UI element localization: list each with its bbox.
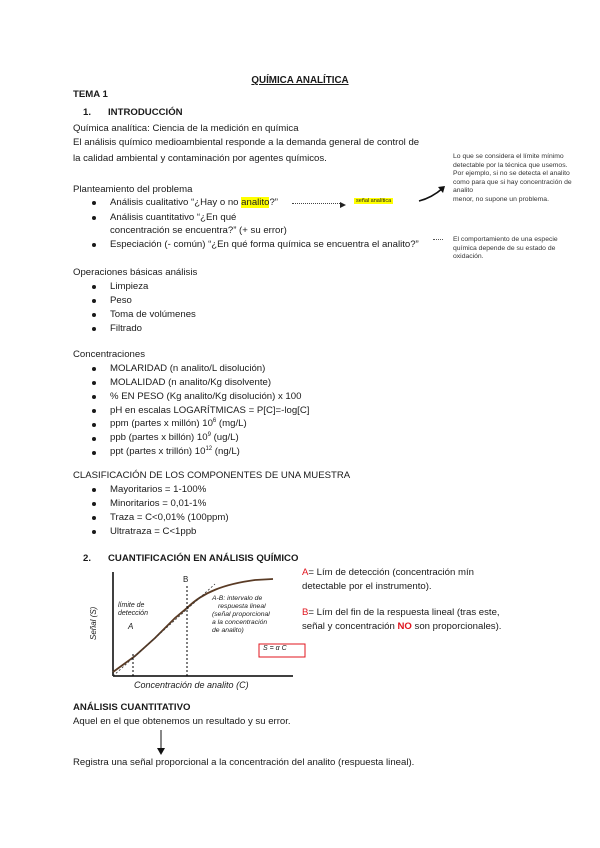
bullet-icon [92, 243, 96, 247]
bullet-icon [92, 502, 96, 506]
operacion-item: Peso [110, 295, 132, 306]
annotation-line: (señal proporcional [212, 611, 270, 618]
def-b-letter: B [302, 607, 309, 618]
cuantitativo-line-1: Análisis cuantitativo “¿En qué [110, 212, 237, 223]
bullet-icon [92, 451, 96, 455]
no-emphasis: NO [397, 621, 412, 632]
def-b-line-1 [302, 607, 500, 618]
ppm-unit: (mg/L) [216, 418, 247, 430]
analisis-line-1: Aquel en el que obtenemos un resultado y su error. [73, 716, 291, 727]
ppb-unit: (ug/L) [210, 432, 239, 444]
bullet-icon [92, 201, 96, 205]
planteamiento-heading: Planteamiento del problema [73, 184, 193, 195]
senal-analitica-tag: señal analítica [356, 198, 392, 204]
def-a-text: = Lím de detección (concentración mín [308, 567, 474, 578]
section-1-title: INTRODUCCIÓN [108, 107, 183, 118]
def-b-line-2 [302, 621, 501, 632]
bullet-icon [92, 395, 96, 399]
ppm-text: ppm (partes x millón) 10 [110, 418, 213, 430]
side-note-line: Por ejemplo, si no se detecta el analito [453, 170, 570, 178]
side-note-line: Lo que se considera el límite mínimo [453, 153, 564, 160]
bullet-icon [92, 423, 96, 427]
analisis-line-2: Registra una señal proporcional a la concentración del analito (respuesta lineal). [73, 757, 415, 768]
peso-item: % EN PESO (Kg analito/Kg disolución) x 100 [110, 391, 302, 402]
formula-label: S = α C [263, 645, 287, 652]
cualitativo-item [110, 197, 278, 208]
clasificacion-item: Traza = C<0,01% (100ppm) [110, 512, 229, 523]
ppb-exponent: 9 [207, 432, 211, 438]
arrow-down-icon [156, 730, 166, 756]
annotation-line: detección [118, 610, 148, 617]
side-note-especiacion [453, 236, 558, 262]
dotted-leader [292, 203, 340, 204]
analito-highlight: analito [241, 197, 270, 208]
clasificacion-item: Minoritarios = 0,01-1% [110, 498, 207, 509]
operacion-item: Filtrado [110, 323, 142, 334]
clasificacion-heading: CLASIFICACIÓN DE LOS COMPONENTES DE UNA MUESTRA [73, 470, 351, 481]
def-a-line-2: detectable por el instrumento). [302, 581, 432, 592]
side-note-line: química depende de su estado de [453, 244, 556, 252]
section-2-number: 2. [83, 553, 92, 564]
concentraciones-heading: Concentraciones [73, 349, 145, 360]
annotation-line: A-B: intervalo de [212, 595, 263, 602]
annotation-line: de analito) [212, 627, 244, 634]
def-b-text: = Lím del fin de la respuesta lineal (tras este, [308, 607, 500, 618]
section-2-title: CUANTIFICACIÓN EN ANÁLISIS QUÍMICO [108, 553, 299, 564]
cuantitativo-line-2: concentración se encuentra?” (+ su error) [110, 225, 287, 236]
bullet-icon [92, 285, 96, 289]
graph-b-label: B [183, 575, 189, 584]
annotation-line: respuesta lineal [218, 603, 266, 610]
ppt-item [110, 446, 240, 457]
operacion-item: Toma de volúmenes [110, 309, 196, 320]
limite-deteccion-annotation [118, 602, 148, 618]
bullet-icon [92, 381, 96, 385]
graph-y-label: Señal (S) [89, 606, 98, 640]
bullet-icon [92, 516, 96, 520]
annotation-line: a la concentración [212, 619, 268, 626]
ppt-text: ppt (partes x trillón) 10 [110, 446, 206, 458]
ph-item: pH en escalas LOGARÍTMICAS = P[C]=-log[C] [110, 405, 310, 416]
bullet-icon [92, 409, 96, 413]
graph-a-label: A [128, 622, 134, 631]
section-1-number: 1. [83, 107, 92, 118]
arrow-right-icon [340, 200, 346, 211]
side-note-line: menor, no supone un problema. [453, 195, 549, 203]
intro-line-3: la calidad ambiental y contaminación por agentes químicos. [73, 153, 327, 164]
side-note-line: oxidación. [453, 253, 484, 261]
def-b-text: son proporcionales). [411, 621, 502, 632]
ppt-exponent: 12 [205, 446, 213, 452]
bullet-icon [92, 367, 96, 371]
cualitativo-text: Análisis cualitativo “¿Hay o no [110, 197, 242, 208]
ppm-item [110, 418, 247, 429]
intro-line-2: El análisis químico medioambiental responde a la demanda general de control de [73, 137, 420, 148]
page-title: QUÍMICA ANALÍTICA [251, 75, 349, 86]
curved-arrow-icon [417, 185, 447, 208]
bullet-icon [92, 216, 96, 220]
bullet-icon [92, 299, 96, 303]
operaciones-heading: Operaciones básicas análisis [73, 267, 198, 278]
graph-x-label: Concentración de analito (C) [134, 680, 249, 690]
ppb-text: ppb (partes x billón) 10 [110, 432, 208, 444]
side-note-line: como para que si hay concentración de analito [453, 178, 572, 195]
clasificacion-item: Ultratraza = C<1ppb [110, 526, 197, 537]
annotation-line: límite de [118, 602, 145, 609]
analisis-cuantitativo-heading: ANÁLISIS CUANTITATIVO [73, 702, 191, 713]
ppb-item [110, 432, 239, 443]
intro-line-1: Química analítica: Ciencia de la medición en química [73, 123, 299, 134]
def-b-text: señal y concentración [302, 621, 398, 632]
cualitativo-end: ?” [269, 197, 278, 208]
ppt-unit: (ng/L) [212, 446, 240, 458]
bullet-icon [92, 313, 96, 317]
tema-heading: TEMA 1 [73, 89, 108, 100]
operacion-item: Limpieza [110, 281, 149, 292]
side-note-line: El comportamiento de una especie [453, 236, 558, 243]
bullet-icon [92, 437, 96, 441]
side-note-limite [453, 153, 583, 205]
bullet-icon [92, 327, 96, 331]
intervalo-annotation [212, 595, 270, 635]
bullet-icon [92, 530, 96, 534]
molalidad-item: MOLALIDAD (n analito/Kg disolvente) [110, 377, 272, 388]
dotted-leader-2 [433, 239, 443, 240]
clasificacion-item: Mayoritarios = 1-100% [110, 484, 207, 495]
ppm-exponent: 6 [212, 418, 217, 424]
bullet-icon [92, 488, 96, 492]
molaridad-item: MOLARIDAD (n analito/L disolución) [110, 363, 266, 374]
def-a-letter: A [302, 567, 309, 578]
def-a-line-1 [302, 567, 474, 578]
side-note-line: detectable por la técnica que usemos. [453, 161, 568, 169]
especiacion-item: Especiación (- común) “¿En qué forma química se encuentra el analito?” [110, 239, 419, 250]
calibration-graph [95, 568, 315, 696]
